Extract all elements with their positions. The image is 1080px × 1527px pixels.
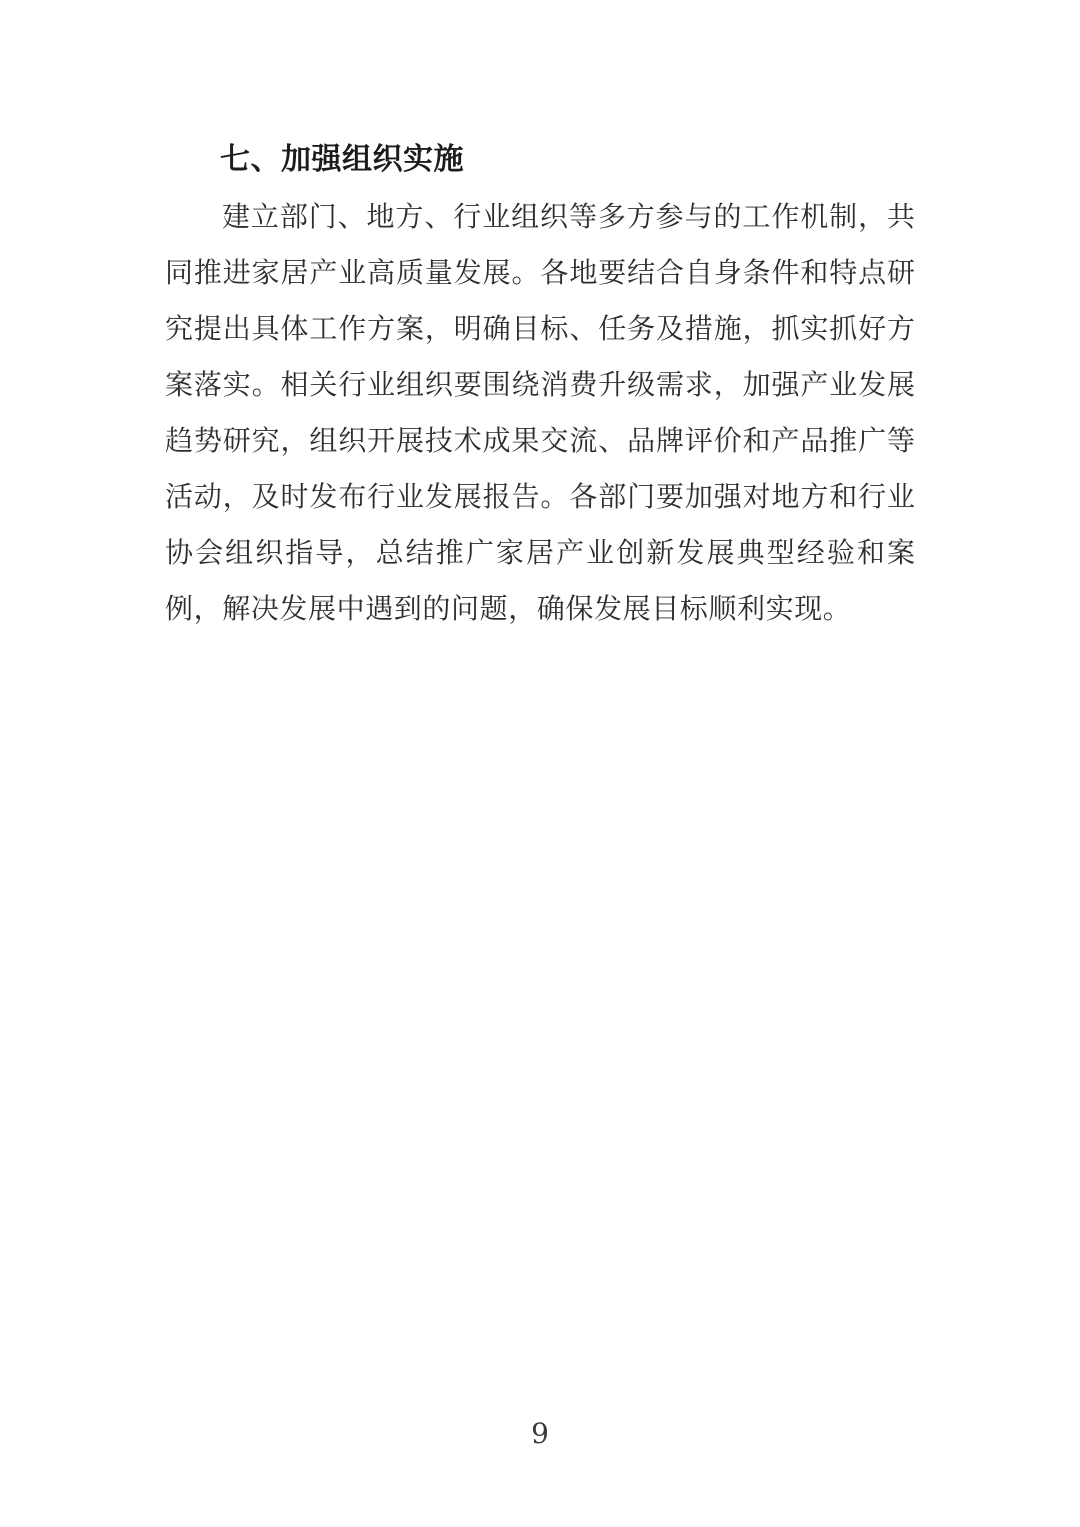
body-paragraph	[165, 189, 915, 637]
paragraph-line: 究提出具体工作方案，明确目标、任务及措施，抓实抓好方	[165, 312, 915, 345]
paragraph-line: 建立部门、地方、行业组织等多方参与的工作机制，共	[222, 200, 915, 233]
page-number: 9	[531, 1417, 549, 1450]
paragraph-line: 活动，及时发布行业发展报告。各部门要加强对地方和行业	[165, 480, 915, 513]
paragraph-line: 趋势研究，组织开展技术成果交流、品牌评价和产品推广等	[165, 424, 915, 457]
paragraph-line: 案落实。相关行业组织要围绕消费升级需求，加强产业发展	[165, 368, 915, 401]
paragraph-line: 同推进家居产业高质量发展。各地要结合自身条件和特点研	[165, 256, 915, 289]
paragraph-line: 例，解决发展中遇到的问题，确保发展目标顺利实现。	[165, 592, 852, 625]
paragraph-line: 协会组织指导，总结推广家居产业创新发展典型经验和案	[165, 536, 915, 569]
section-heading: 七、加强组织实施	[220, 143, 464, 176]
